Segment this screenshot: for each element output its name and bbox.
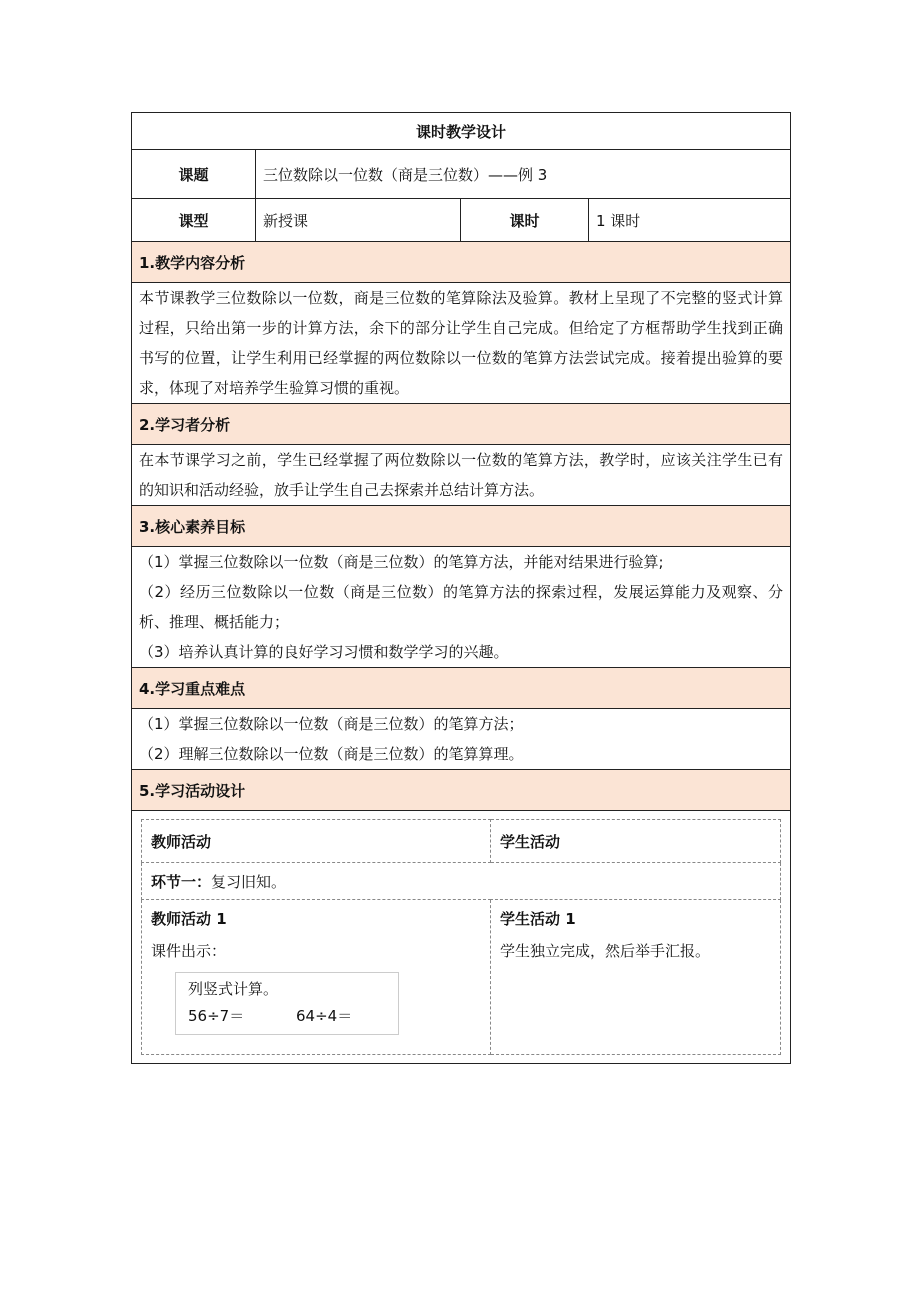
exercise-box <box>175 972 399 1035</box>
exercise-title: 列竖式计算。 <box>188 980 279 998</box>
learner-analysis-text: 在本节课学习之前，学生已经掌握了两位数除以一位数的笔算方法，教学时，应该关注学生已有的知识和活动经验，放手让学生自己去探索并总结计算方法。 <box>139 451 784 499</box>
student-activity-1-text: 学生独立完成，然后举手汇报。 <box>500 942 711 960</box>
lesson-design-document <box>131 112 790 1064</box>
section-3-content <box>132 547 791 668</box>
section-5-content <box>132 811 791 1064</box>
lesson-design-table <box>131 112 791 1064</box>
objective-item: （1）掌握三位数除以一位数（商是三位数）的笔算方法，并能对结果进行验算; <box>139 553 664 571</box>
exercise-item: 64÷4＝ <box>296 1007 353 1025</box>
document-title: 课时教学设计 <box>132 113 791 150</box>
class-hours-label: 课时 <box>461 199 589 242</box>
section-5-title: 5.学习活动设计 <box>132 770 791 811</box>
topic-label: 课题 <box>132 150 256 199</box>
teacher-activity-header: 教师活动 <box>142 820 491 863</box>
section-2-title: 2.学习者分析 <box>132 404 791 445</box>
link-1-label: 环节一： <box>151 872 212 891</box>
teacher-activity-1-title: 教师活动 1 <box>151 910 227 928</box>
exercise-line <box>188 1002 388 1030</box>
objective-item: （2）经历三位数除以一位数（商是三位数）的笔算方法的探索过程，发展运算能力及观察、分析、推理、概括能力； <box>139 583 784 631</box>
link-1-row <box>142 863 781 900</box>
student-activity-1-cell <box>491 900 781 1055</box>
section-1-content <box>132 283 791 404</box>
teacher-activity-1-text: 课件出示： <box>151 942 227 960</box>
section-3-title: 3.核心素养目标 <box>132 506 791 547</box>
activity-table <box>141 819 781 1055</box>
lesson-type-value: 新授课 <box>256 199 461 242</box>
key-point-item: （1）掌握三位数除以一位数（商是三位数）的笔算方法； <box>139 715 524 733</box>
topic-value: 三位数除以一位数（商是三位数）——例 3 <box>256 150 791 199</box>
section-4-content <box>132 709 791 770</box>
lesson-type-label: 课型 <box>132 199 256 242</box>
content-analysis-text: 本节课教学三位数除以一位数，商是三位数的笔算除法及验算。教材上呈现了不完整的竖式计算过程，只给出第一步的计算方法，余下的部分让学生自己完成。但给定了方框帮助学生找到正确书写的位置，让学生利用已经掌握的两位数除以一位数的笔算方法尝试完成。接着提出验算的要求，体现了对培养学生验算习惯的重视。 <box>139 289 784 397</box>
teacher-activity-1-cell <box>142 900 491 1055</box>
exercise-item: 56÷7＝ <box>188 1007 245 1025</box>
section-4-title: 4.学习重点难点 <box>132 668 791 709</box>
section-1-title: 1.教学内容分析 <box>132 242 791 283</box>
student-activity-1-title: 学生活动 1 <box>500 910 576 928</box>
section-2-content <box>132 445 791 506</box>
link-1-text: 复习旧知。 <box>211 872 287 891</box>
student-activity-header: 学生活动 <box>491 820 781 863</box>
key-point-item: （2）理解三位数除以一位数（商是三位数）的笔算算理。 <box>139 745 524 763</box>
objective-item: （3）培养认真计算的良好学习习惯和数学学习的兴趣。 <box>139 643 509 661</box>
class-hours-value: 1 课时 <box>589 199 791 242</box>
